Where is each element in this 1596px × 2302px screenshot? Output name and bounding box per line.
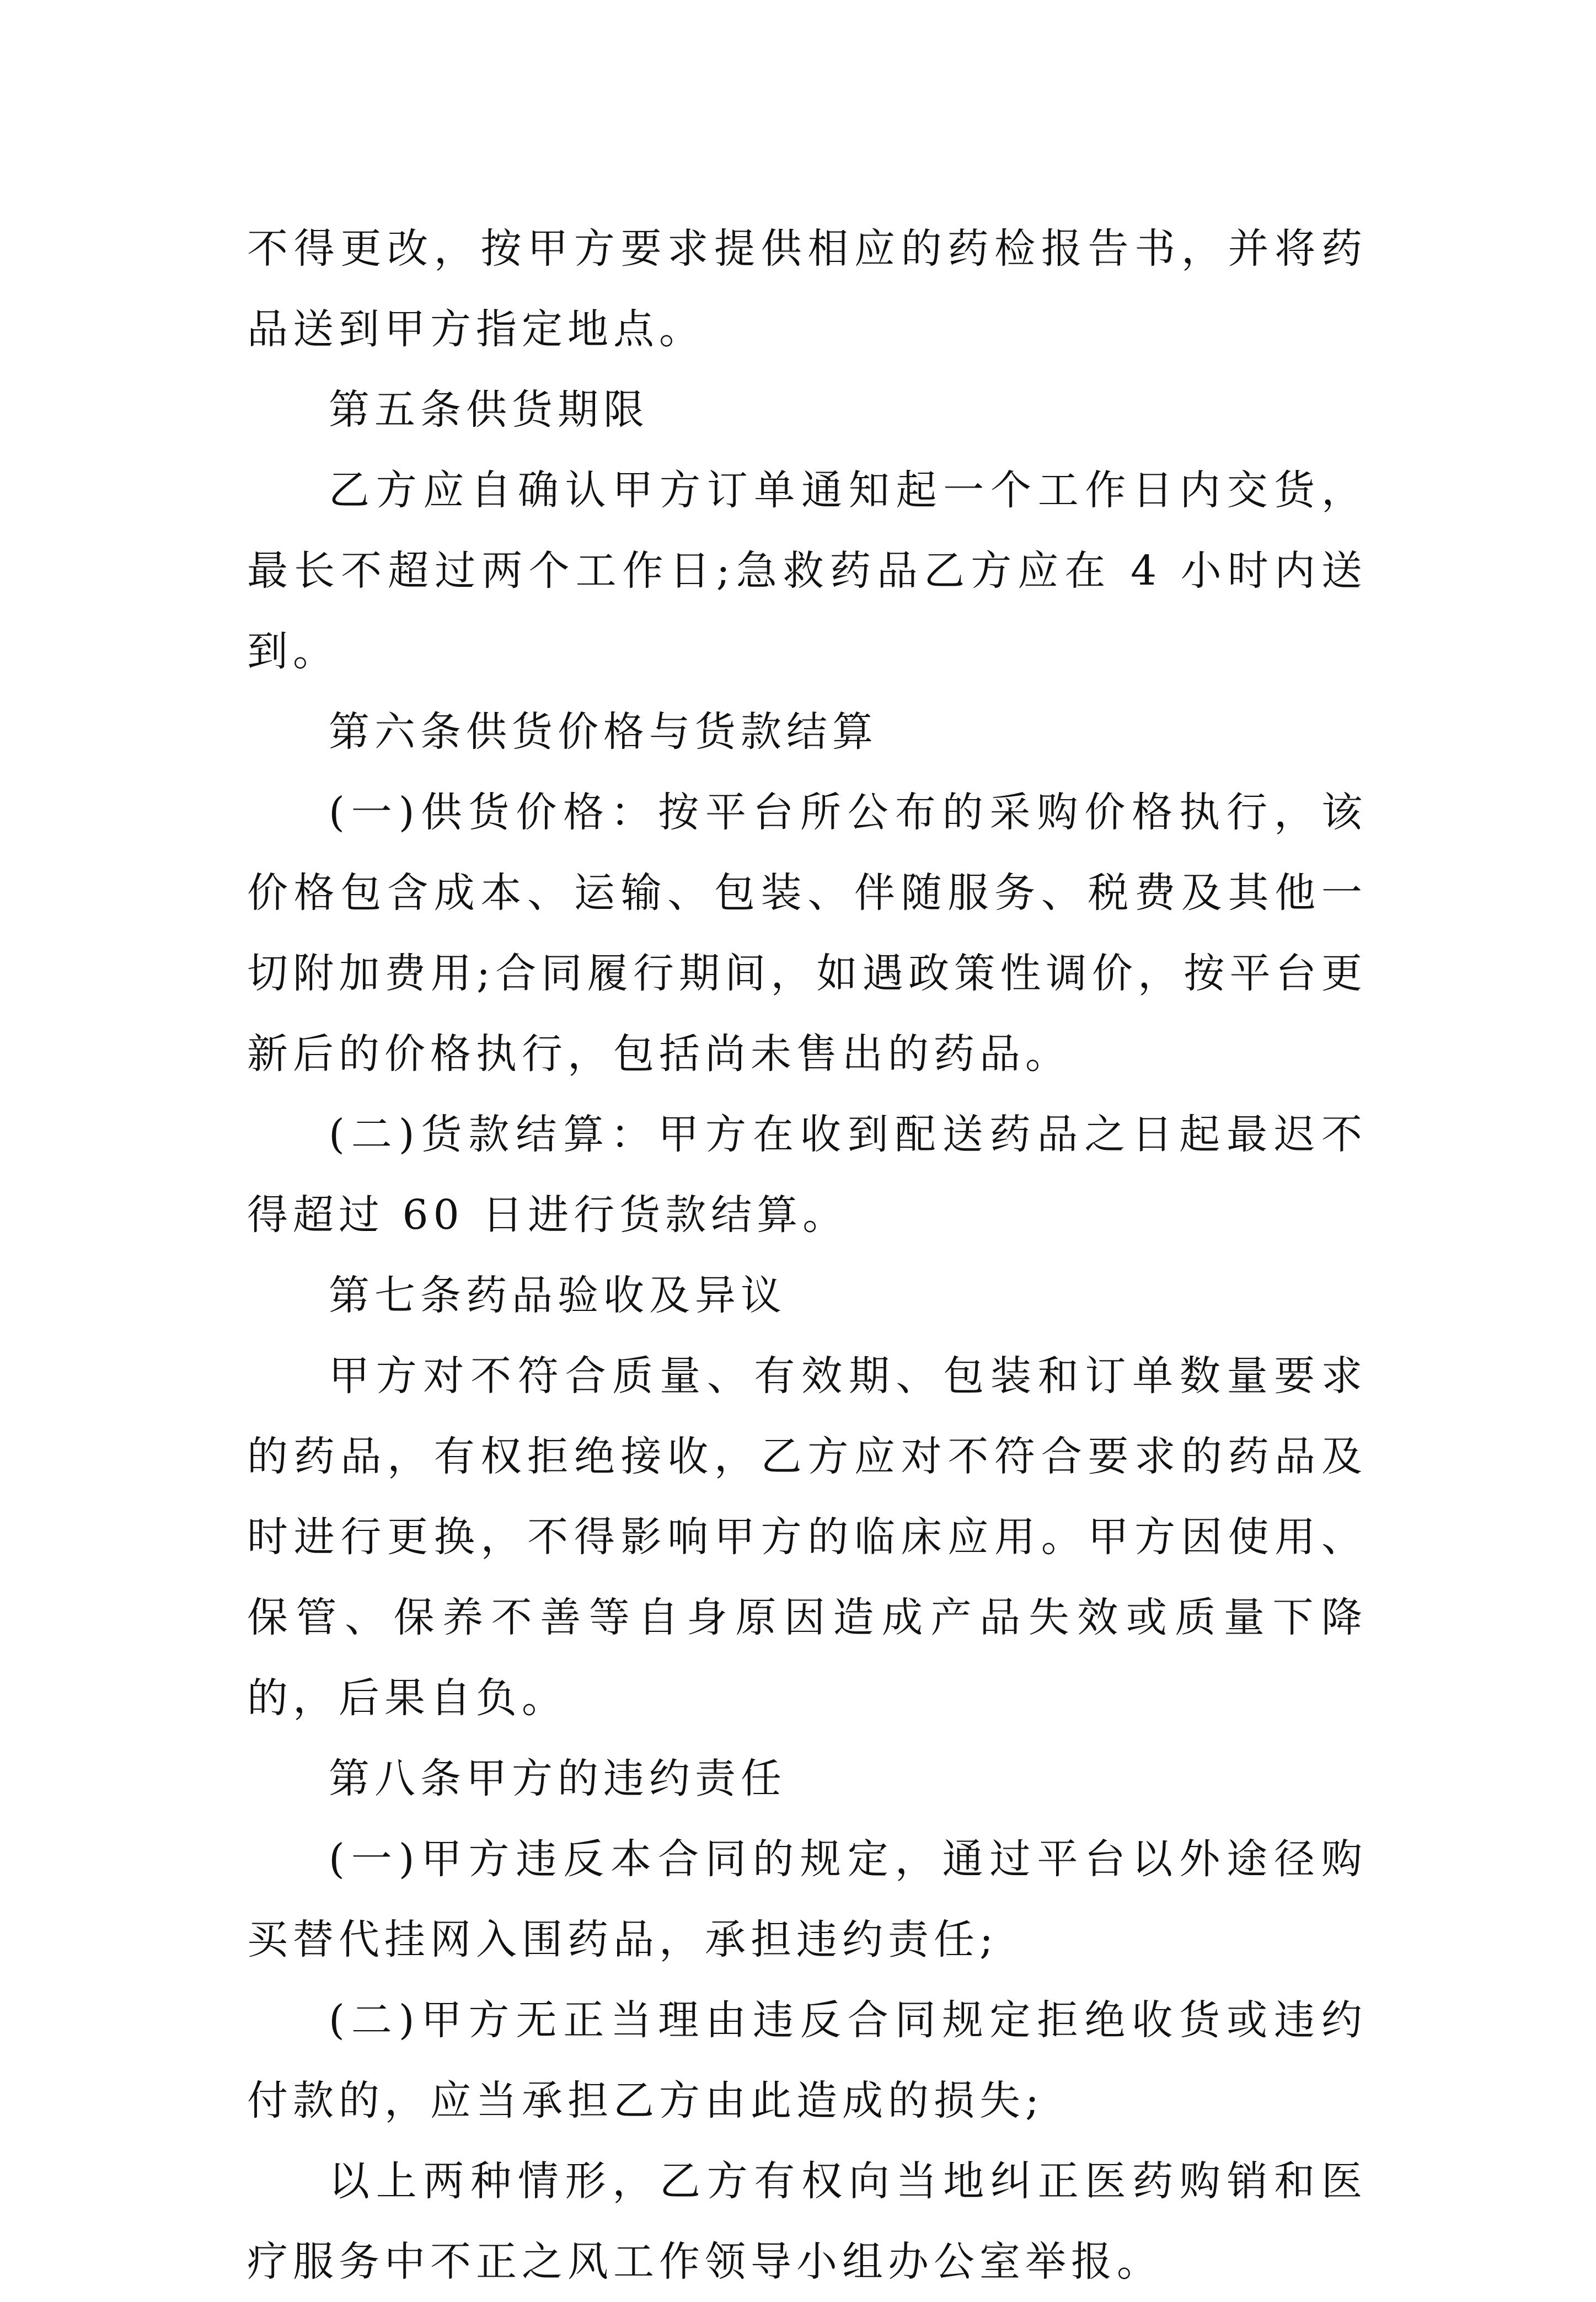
article-7-heading: 第七条药品验收及异议 (329, 1272, 786, 1319)
article-7-body: 甲方对不符合质量、有效期、包装和订单数量要求的药品，有权拒绝接收，乙方应对不符合要求的药品及时进行更换，不得影响甲方的临床应用。甲方因使用、保管、保养不善等自身原因造成产品失效或质量下降的，后果自负。 (247, 1352, 1367, 1722)
article-6-clause-2: (二)货款结算：甲方在收到配送药品之日起最迟不得超过 60 日进行货款结算。 (247, 1111, 1367, 1239)
article-8-summary: 以上两种情形，乙方有权向当地纠正医药购销和医疗服务中不正之风工作领导小组办公室举报。 (247, 2158, 1367, 2285)
article-6-heading: 第六条供货价格与货款结算 (329, 708, 878, 756)
article-5-body: 乙方应自确认甲方订单通知起一个工作日内交货，最长不超过两个工作日;急救药品乙方应在 4 小时内送到。 (247, 467, 1367, 675)
paragraph-continuation: 不得更改，按甲方要求提供相应的药检报告书，并将药品送到甲方指定地点。 (247, 225, 1367, 353)
article-8-heading: 第八条甲方的违约责任 (329, 1755, 786, 1802)
article-6-clause-1: (一)供货价格：按平台所公布的采购价格执行，该价格包含成本、运输、包装、伴随服务、税费及其他一切附加费用;合同履行期间，如遇政策性调价，按平台更新后的价格执行，包括尚未售出的药品。 (247, 789, 1367, 1078)
article-8-clause-1: (一)甲方违反本合同的规定，通过平台以外途径购买替代挂网入围药品，承担违约责任; (247, 1835, 1367, 1963)
article-8-clause-2: (二)甲方无正当理由违反合同规定拒绝收货或违约付款的，应当承担乙方由此造成的损失; (247, 1996, 1367, 2124)
article-5-heading: 第五条供货期限 (329, 386, 649, 433)
